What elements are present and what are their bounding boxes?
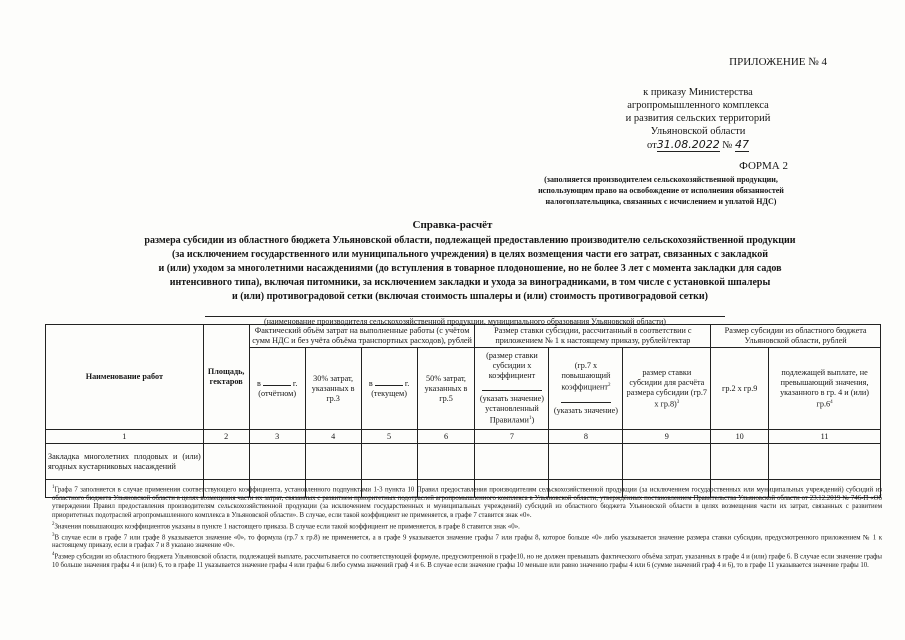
header-work: Наименование работ <box>46 325 204 430</box>
order-date-row <box>588 138 808 152</box>
column-number: 10 <box>711 430 769 444</box>
header-col4: 30% затрат, указанных в гр.3 <box>305 348 361 430</box>
order-line: Ульяновской области <box>650 126 746 137</box>
footnote-text: Значения повышающих коэффициентов указаны в пункте 1 настоящего приказа. В случае если такой коэффициент не применяется, в графе 8 ставится знак «0». <box>54 522 520 530</box>
table-cell[interactable] <box>203 444 249 480</box>
order-date-prefix: от <box>647 140 657 151</box>
year-suffix: г. <box>292 378 298 388</box>
header-col10: гр.2 х гр.9 <box>711 348 769 430</box>
column-number: 7 <box>475 430 549 444</box>
column-number: 1 <box>46 430 204 444</box>
header-col9 <box>623 348 711 430</box>
year-prefix: в <box>256 378 261 388</box>
header-col8 <box>549 348 623 430</box>
header-col5 <box>361 348 417 430</box>
header-subsidy: Размер субсидии из областного бюджета Ульяновской области, рублей <box>711 325 881 348</box>
form-number: ФОРМА 2 <box>739 160 788 172</box>
col11-text: подлежащей выплате, не превышающий значения, указанного в гр. 4 и (или) гр.6 <box>780 367 870 409</box>
header-col7 <box>475 348 549 430</box>
work-name-cell: Закладка многолетних плодовых и (или) ягодных кустарниковых насаждений <box>46 444 204 480</box>
document-title: Справка-расчёт <box>412 219 493 231</box>
col7-top: (размер ставки субсидии х коэффициент <box>486 351 538 381</box>
order-line: и развития сельских территорий <box>625 113 771 124</box>
order-number: 47 <box>734 138 749 151</box>
col8-mid: (указать значение) <box>553 405 618 415</box>
header-area: Площадь, гектаров <box>203 325 249 430</box>
table-cell[interactable] <box>417 444 475 480</box>
header-col11 <box>769 348 881 430</box>
header-col6: 50% затрат, указанных в гр.5 <box>417 348 475 430</box>
footnote-text: В случае если в графе 7 или графе 8 указывается значение «0», то формула (гр.7 х гр.8) не применяется, а в графе 9 указывается значение графы 7 или графы 8, которое больше «0» либо указывается значение размера ставки субсидии, предусмотренного приложением № 1 к настоящему приказу, если в графах 7 и 8 указано значение «0». <box>52 533 882 550</box>
column-number: 8 <box>549 430 623 444</box>
footnote-mark: 1 <box>52 485 55 490</box>
column-number: 6 <box>417 430 475 444</box>
table-cell[interactable] <box>549 444 623 480</box>
order-line: агропромышленного комплекса <box>627 100 769 111</box>
year-prefix: в <box>368 378 373 388</box>
col7-mid: (указать значение) <box>479 394 545 404</box>
col8-text-body: (гр.7 х повышающий коэффициент <box>561 361 611 392</box>
form-note-line: (заполняется производителем сельскохозяйственной продукции, <box>544 175 778 184</box>
header-col3 <box>249 348 305 430</box>
year-blank <box>375 385 403 386</box>
table-cell[interactable] <box>249 444 305 480</box>
column-number: 5 <box>361 430 417 444</box>
footnote <box>52 532 882 551</box>
footnote <box>52 551 882 570</box>
col8-blank <box>561 393 611 403</box>
year-blank <box>263 385 291 386</box>
document-subtitle <box>70 234 870 304</box>
table-cell[interactable] <box>475 444 549 480</box>
table-cell[interactable] <box>305 444 361 480</box>
col7-bottom: установленный Правилами$^1$) <box>485 404 539 425</box>
column-number: 2 <box>203 430 249 444</box>
footnotes <box>52 484 882 570</box>
footnote-mark: 1 <box>528 416 532 422</box>
column-number: 4 <box>305 430 361 444</box>
footnote <box>52 484 882 521</box>
current-label: (текущем) <box>371 388 407 398</box>
form-note <box>461 174 861 207</box>
subtitle-line: (за исключением государственного или муниципального учреждения) в целях возмещения части его затрат, связанных с закладкой <box>172 249 768 260</box>
table-row <box>46 444 881 480</box>
subtitle-line: и (или) уходом за многолетними насаждениями (до вступления в товарное плодоношение, но не более 3 лет с момента закладки для садов <box>158 263 782 274</box>
footnote-mark: 2 <box>52 521 55 527</box>
column-number: 3 <box>249 430 305 444</box>
table-cell[interactable] <box>623 444 711 480</box>
form-note-line: налогоплательщика, связанных с исчислением и уплатой НДС) <box>545 197 777 206</box>
year-suffix: г. <box>404 378 410 388</box>
subtitle-line: размера субсидии из областного бюджета Ульяновской области, подлежащей предоставлению производителю сельскохозяйственной продукции <box>144 235 796 246</box>
footnote-text: Графа 7 заполняется в случае применения соответствующего коэффициента, установленного подпунктами 1-3 пункта 10 Правил предоставления производителям сельскохозяйственной продукции (за исключением государственных или муниципальных учреждений) субсидий из областного бюджета Ульяновской области в целях возмещения части их затрат, связанных с развитием приоритетных подотраслей агропромышленного комплекса в Ульяновской области, утверждённых постановлением Правительства Ульяновской области от 23.12.2019 № 746-П «Об утверждении Правил предоставления производителям сельскохозяйственной продукции (за исключением государственных и муниципальных учреждений) субсидий из областного бюджета Ульяновской области в целях возмещения части их затрат, связанных с развитием приоритетных подотраслей агропромышленного комплекса в Ульяновской области». В случае, если такой коэффициент не применяется, в графе 7 ставится знак «0». <box>52 486 882 520</box>
calculation-table <box>45 324 881 498</box>
order-date: 31.08.2022 <box>656 138 720 151</box>
column-number: 11 <box>769 430 881 444</box>
header-rate: Размер ставки субсидии, рассчитанный в соответствии с приложением № 1 к настоящему приказу, рублей/гектар <box>475 325 711 348</box>
order-number-prefix: № <box>722 140 733 151</box>
col7-blank <box>482 381 542 391</box>
producer-caption: (наименование производителя сельскохозяйственной продукции, муниципального образования Ульяновской области) <box>205 316 725 326</box>
footnote-mark: 4 <box>830 399 833 405</box>
column-numbers-row <box>46 430 881 444</box>
appendix-label: ПРИЛОЖЕНИЕ № 4 <box>729 56 827 68</box>
col9-text: размер ставки субсидии для расчёта размера субсидии (гр.7 х гр.8) <box>626 367 708 409</box>
form-note-line: использующим право на освобождение от исполнения обязанностей <box>538 186 784 195</box>
footnote-mark: 4 <box>52 551 55 557</box>
footnote-text: Размер субсидии из областного бюджета Ульяновской области, подлежащей выплате, рассчитывается по соответствующей формуле, предусмотренной в графе10, но не должен превышать фактического объёма затрат, указанных в графе 4 и (или) графе 6. В случае если значение графы 10 больше значения графы 4 и (или) 6, то в графе 11 указывается значение графы 4 или графы 6 либо сумма значений граф 4 и 6. В случае если значение графы 10 меньше или равно значению графы 4 или 6 (сумме значений граф 4 и 6), то в графе 11 указывается значение графы 10. <box>52 553 882 569</box>
col8-text <box>551 361 620 393</box>
footnote-mark: 3 <box>676 399 680 405</box>
subtitle-line: и (или) противоградовой сетки (включая стоимость шпалеры и (или) стоимость противоградовой сетки) <box>232 291 708 302</box>
column-number: 9 <box>623 430 711 444</box>
header-actual-costs: Фактический объём затрат на выполненные работы (с учётом сумм НДС и без учёта объёма транспортных расходов), рублей <box>249 325 475 348</box>
footnote <box>52 521 882 532</box>
table-cell[interactable] <box>769 444 881 480</box>
reporting-label: (отчётном) <box>258 388 297 398</box>
table-cell[interactable] <box>711 444 769 480</box>
footnote-mark: 2 <box>607 383 611 389</box>
col7-bottom-text: установленный Правилами <box>485 404 539 425</box>
order-line: к приказу Министерства <box>643 87 753 98</box>
order-reference <box>588 86 808 152</box>
subtitle-line: интенсивного типа), включая питомники, за исключением закладки и ухода за виноградниками, в том числе с установкой шпалеры <box>169 277 771 288</box>
footnote-mark: 3 <box>52 532 55 538</box>
table-cell[interactable] <box>361 444 417 480</box>
